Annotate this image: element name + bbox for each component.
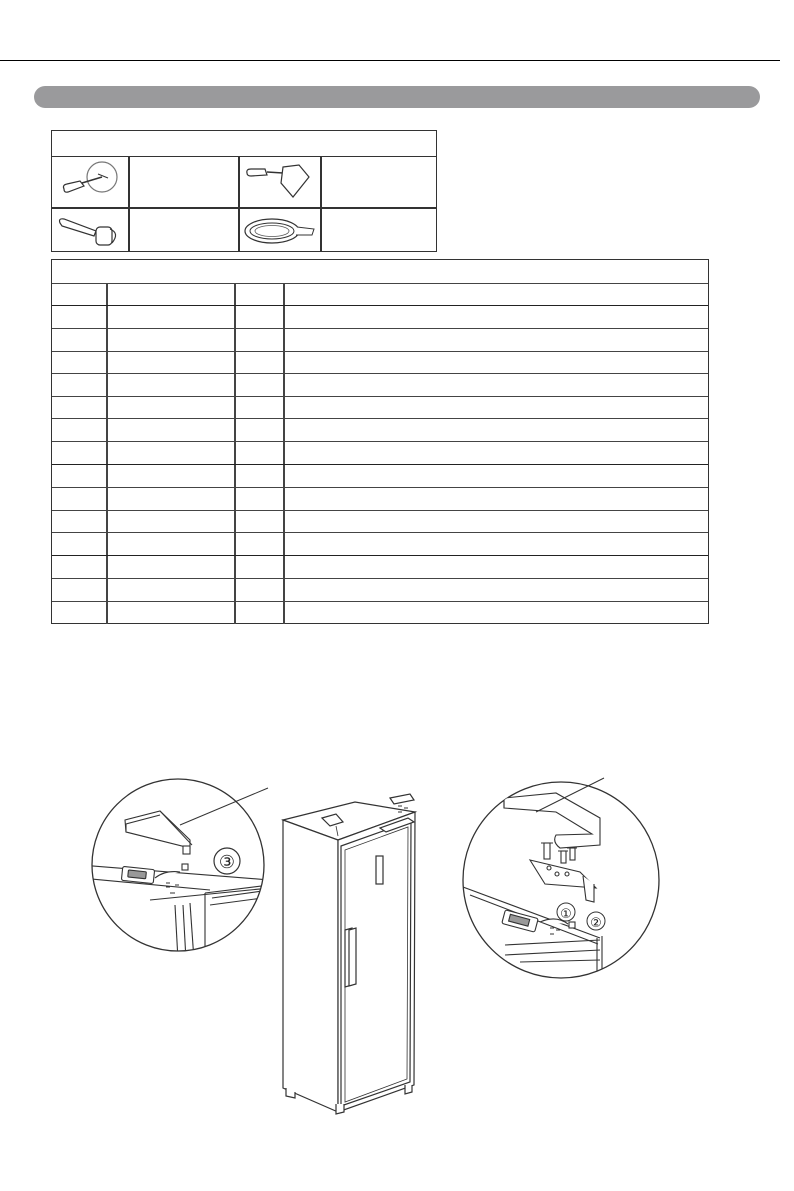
- left-hinge-detail: [80, 779, 270, 960]
- freezer-cabinet: [283, 794, 415, 1114]
- right-hinge-detail: [463, 778, 659, 978]
- callout-3: ③: [218, 852, 236, 873]
- callout-1: ①: [560, 907, 572, 922]
- callout-2: ②: [590, 916, 602, 931]
